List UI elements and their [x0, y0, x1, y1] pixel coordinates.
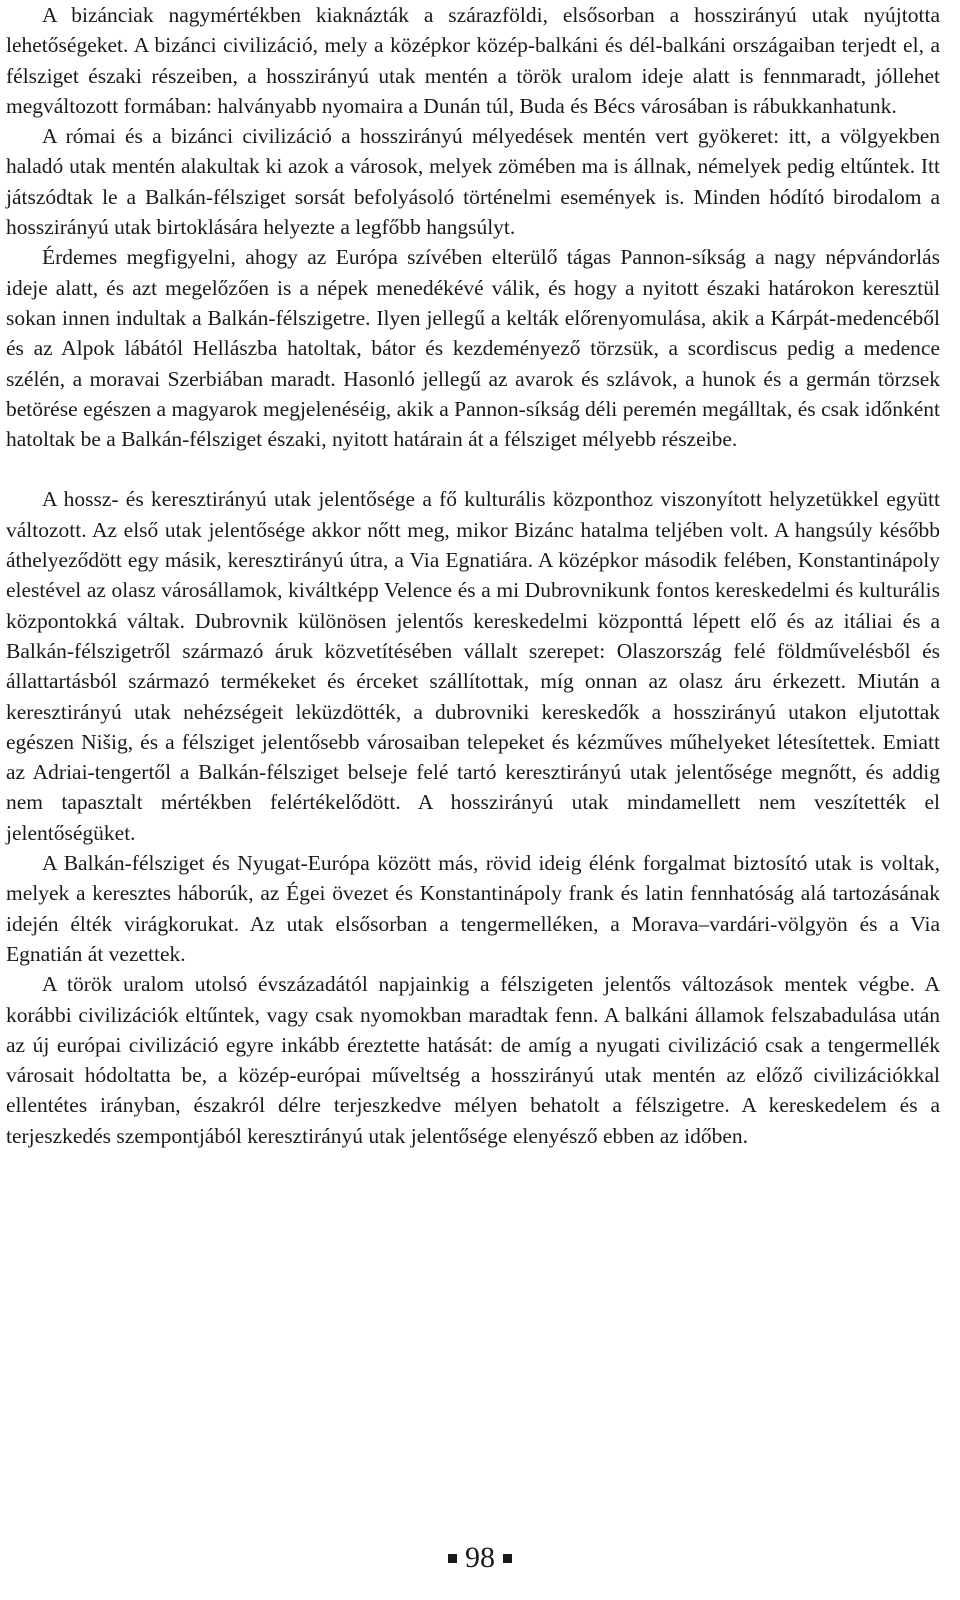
paragraph-5: A Balkán-félsziget és Nyugat-Európa között más, rövid ideig élénk forgalmat biztosító utak is voltak, melyek a keresztes háborúk, az Égei övezet és Konstantinápoly frank és latin fennhatóság alá tartozásának idején élték virágkorukat. Az utak elsősorban a tengermelléken, a Morava–vardári-völgyön és a Via Egnatián át vezettek.: [6, 851, 940, 966]
paragraph-4: A hossz- és keresztirányú utak jelentősége a fő kulturális központhoz viszonyított helyzetükkel együtt változott. Az első utak jelentősége akkor nőtt meg, mikor Bizánc hatalma teljében volt. A hangsúly később áthelyeződött egy másik, keresztirányú útra, a Via Egnatiára. A középkor második felében, Konstantinápoly elestével az olasz városállamok, kiváltképp Velence és a mi Dubrovnikunk fontos kereskedelmi és kulturális központokká váltak. Dubrovnik különösen jelentős kereskedelmi központtá lépett elő és az itáliai és a Balkán-félszigetről származó áruk közvetítésében vállalt szerepet: Olaszország felé földművelésből és állattartásból származó termékeket és érceket szállítottak, míg onnan az olasz áru érkezett. Miután a keresztirányú utak nehézségeit leküzdötték, a dubrovniki kereskedők a hosszirányú utakon eljutottak egészen Nišig, és a félsziget jelentősebb városaiban telepeket és kézműves műhelyeket létesítettek. Emiatt az Adriai-tengertől a Balkán-félsziget belseje felé tartó keresztirányú utak jelentősége megnőtt, és addig nem tapasztalt mértékben felértékelődött. A hosszirányú utak mindamellett nem veszítették el jelentőségüket.: [6, 487, 940, 845]
paragraph-3: Érdemes megfigyelni, ahogy az Európa szívében elterülő tágas Pannon-síkság a nagy népvándorlás ideje alatt, és azt megelőzően is a népek menedékévé válik, és hogy a nyitott északi határokon keresztül sokan innen indultak a Balkán-félszigetre. Ilyen jellegű a kelták előrenyomulása, akik a Kárpát-medencéből és az Alpok lábától Hellászba hatoltak, bátor és kezdeményező törzsük, a scordiscus pedig a medence szélén, a moravai Szerbiában maradt. Hasonló jellegű az avarok és szlávok, a hunok és a germán törzsek betörése egészen a magyarok megjelenéséig, akik a Pannon-síkság déli peremén megálltak, és csak időnként hatoltak be a Balkán-félsziget északi, nyitott határain át a félsziget mélyebb részeibe.: [6, 245, 940, 452]
page-body: [6, 0, 940, 1151]
paragraph-6: A török uralom utolsó évszázadától napjainkig a félszigeten jelentős változások mentek végbe. A korábbi civilizációk eltűntek, vagy csak nyomokban maradtak fenn. A balkáni államok felszabadulása után az új európai civilizáció egyre inkább éreztette hatását: de amíg a nyugati civilizáció csak a tengermellék városait hódoltatta be, a közép-európai műveltség a hosszirányú utak mentén az előző civilizációkkal ellentétes irányban, északról délre terjeszkedve mélyen behatolt a félszigetre. A kereskedelem és a terjeszkedés szempontjából keresztirányú utak jelentősége elenyésző ebben az időben.: [6, 972, 940, 1148]
section-gap: [6, 454, 940, 484]
page-number: 98: [465, 1541, 495, 1574]
paragraph-1: A bizánciak nagymértékben kiaknázták a szárazföldi, elsősorban a hosszirányú utak nyújtotta lehetőségeket. A bizánci civilizáció, mely a középkor közép-balkáni és dél-balkáni országaiban terjedt el, a félsziget északi részeiben, a hosszirányú utak mentén a török uralom ideje alatt is fennmaradt, jóllehet megváltozott formában: halványabb nyomaira a Dunán túl, Buda és Bécs városában is rábukkanhatunk.: [6, 3, 940, 118]
page-footer: [0, 1540, 960, 1576]
paragraph-2: A római és a bizánci civilizáció a hosszirányú mélyedések mentén vert gyökeret: itt, a völgyekben haladó utak mentén alakultak ki azok a városok, melyek zömében ma is állnak, némelyek pedig eltűntek. Itt játszódtak le a Balkán-félsziget sorsát befolyásoló történelmi események is. Minden hódító birodalom a hosszirányú utak birtoklására helyezte a legfőbb hangsúlyt.: [6, 124, 940, 240]
square-bullet-icon: [503, 1554, 512, 1563]
square-bullet-icon: [448, 1554, 457, 1563]
